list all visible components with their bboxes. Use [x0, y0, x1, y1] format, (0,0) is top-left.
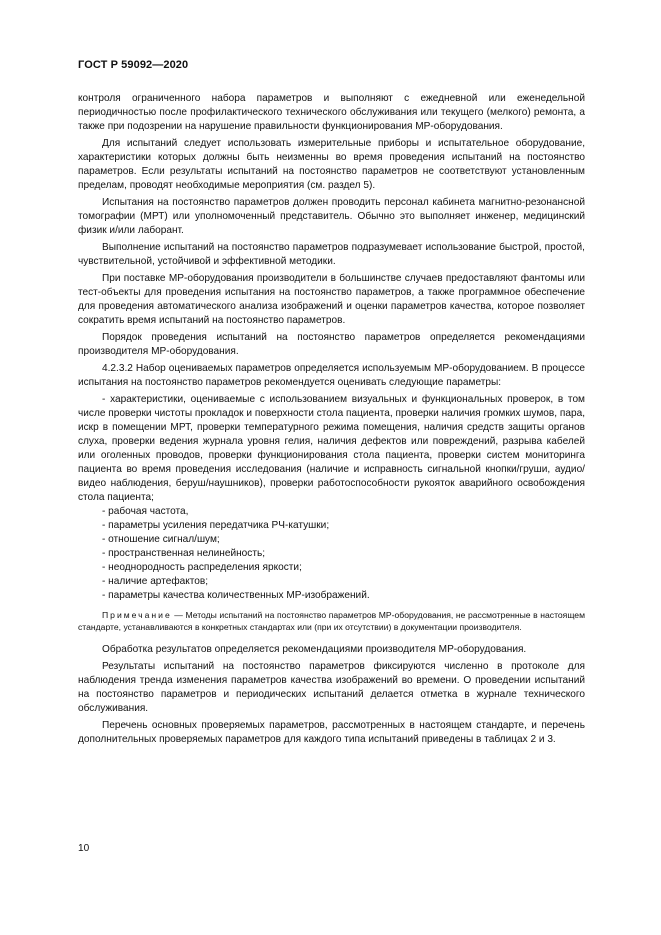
- paragraph-procedure: Порядок проведения испытаний на постоянство параметров определяется рекомендациями производителя МР-оборудования.: [78, 332, 585, 357]
- note-text: — Методы испытаний на постоянство параметров МР-оборудования, не рассмотренные в настоящем стандарте, устанавливаются в конкретных стандартах или (при их отсутствии) в документации производителя.: [78, 610, 585, 632]
- list-item: - отношение сигнал/шум;: [102, 534, 220, 545]
- standard-header: ГОСТ Р 59092—2020: [78, 59, 189, 71]
- note-label: Примечание: [102, 610, 172, 620]
- paragraph-personnel: Испытания на постоянство параметров должен проводить персонал кабинета магнитно-резонансной томографии (МРТ) или уполномоченный представитель. Обычно это выполняет инженер, медицинский физик и/или лаборант.: [78, 197, 585, 236]
- list-item: - пространственная нелинейность;: [102, 548, 266, 559]
- list-item: - характеристики, оцениваемые с использованием визуальных и функциональных проверок, в том числе проверки чистоты прокладок и поверхности стола пациента, проверки наличия громких шумов, пара, искр в помещении МРТ, проверки температурного режима помещения, наличия средств защиты органов слуха, проверки ведения журнала уровня гелия, наличия дефектов или повреждений, разрыва кабелей или оголенных проводов, проверки функционирования стола пациента, проверки систем мониторинга пациента во время проведения исследования (наличие и исправность сигнальной кнопки/груши, аудио/видео наблюдения, беруш/наушников), проверки работоспособности рукояток аварийного освобождения стола пациента;: [78, 394, 585, 503]
- paragraph-methodology: Выполнение испытаний на постоянство параметров подразумевает использование быстрой, простой, чувствительной, устойчивой и эффективной методики.: [78, 242, 585, 267]
- list-item: - наличие артефактов;: [102, 576, 209, 587]
- paragraph-continuation: контроля ограниченного набора параметров и выполняют с ежедневной или еженедельной периодичностью после профилактического технического обслуживания или текущего (мелкого) ремонта, а также при подозрении на нарушение правильности функционирования МР-оборудования.: [78, 93, 585, 132]
- paragraph-clause-4-2-3-2: 4.2.3.2 Набор оцениваемых параметров определяется используемым МР-оборудованием. В процессе испытания на постоянство параметров рекомендуется оценивать следующие параметры:: [78, 363, 585, 388]
- list-item: - параметры качества количественных МР-изображений.: [102, 590, 370, 601]
- note: [78, 610, 585, 633]
- paragraph-phantoms: При поставке МР-оборудования производители в большинстве случаев предоставляют фантомы или тест-объекты для проведения испытания на постоянство параметров, а также программное обеспечение для проведения автоматического анализа изображений и оценки параметров качества, которое позволяет сократить время испытаний на постоянство параметров.: [78, 273, 585, 326]
- paragraph-processing: Обработка результатов определяется рекомендациями производителя МР-оборудования.: [102, 644, 527, 655]
- paragraph-tables-reference: Перечень основных проверяемых параметров, рассмотренных в настоящем стандарте, и перечень дополнительных проверяемых параметров для каждого типа испытаний приведены в таблицах 2 и 3.: [78, 720, 585, 745]
- paragraph-instruments: Для испытаний следует использовать измерительные приборы и испытательное оборудование, характеристики которых должны быть неизменны во время проведения испытаний на постоянство параметров. Если результаты испытаний на постоянство параметров не соответствуют установленным пределам, проводят необходимые мероприятия (см. раздел 5).: [78, 138, 585, 191]
- list-item: - неоднородность распределения яркости;: [102, 562, 302, 573]
- list-item: - параметры усиления передатчика РЧ-катушки;: [102, 520, 330, 531]
- list-item: - рабочая частота,: [102, 506, 189, 517]
- page-number: 10: [78, 843, 90, 854]
- document-body: [78, 92, 585, 750]
- parameters-list: [78, 393, 585, 603]
- paragraph-results: Результаты испытаний на постоянство параметров фиксируются численно в протоколе для наблюдения тренда изменения параметров качества изображений во времени. О проведении испытаний на постоянство параметров и периодических испытаний делается отметка в журнале технического обслуживания.: [78, 661, 585, 714]
